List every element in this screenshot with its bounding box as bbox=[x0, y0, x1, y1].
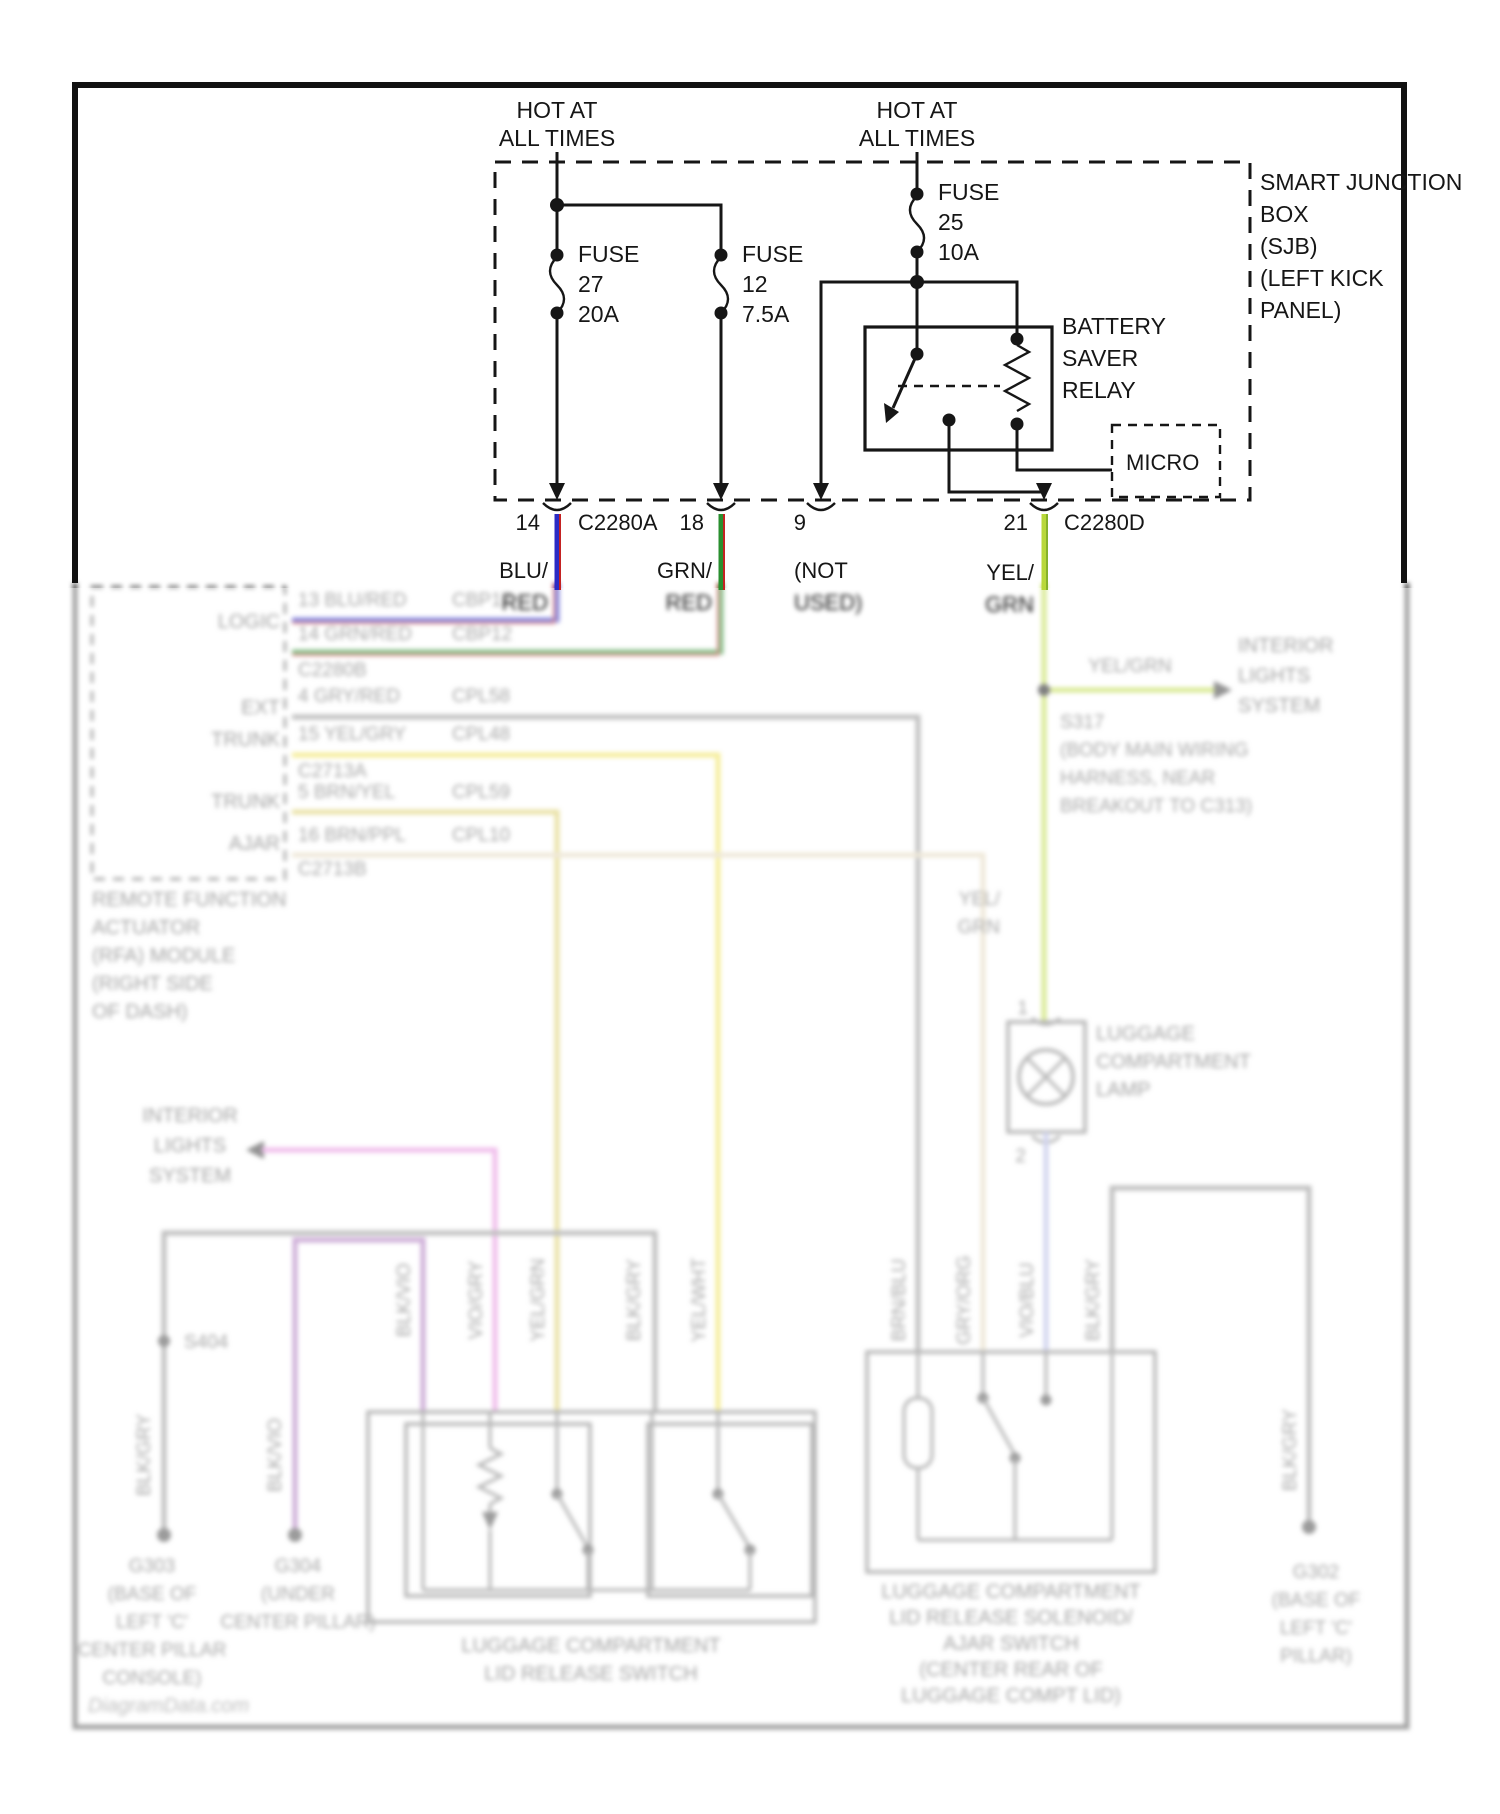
sjb-label-3: (SJB) bbox=[1260, 233, 1318, 259]
rsw-caption-2: LID RELEASE SWITCH bbox=[484, 1663, 698, 1685]
splice-s317-label: S317 bbox=[1060, 712, 1105, 733]
wire14-color-1: BLU/ bbox=[499, 558, 548, 583]
wire-label-row-f: 16 BRN/PPL bbox=[298, 825, 406, 846]
connector-name-c2280d: C2280D bbox=[1064, 510, 1145, 535]
hot-at-right-2: ALL TIMES bbox=[858, 125, 976, 151]
hot-at-right-1: HOT AT bbox=[876, 97, 958, 123]
sol-wire-label-1: BRN/BLU bbox=[889, 1258, 910, 1342]
sol-caption-3: AJAR SWITCH bbox=[943, 1633, 1079, 1655]
fuse12-label-3: 7.5A bbox=[742, 301, 790, 327]
rfa-caption-3: (RFA) MODULE bbox=[92, 945, 236, 967]
relay-output-wire bbox=[949, 420, 1044, 492]
fuse12-label-2: 12 bbox=[742, 271, 768, 297]
arrow-down-icon-14 bbox=[549, 483, 565, 500]
g302-line-4: PILLAR) bbox=[1280, 1646, 1352, 1667]
wire14-color-2: RED bbox=[501, 590, 548, 615]
g304-line-3: CENTER PILLAR) bbox=[220, 1612, 376, 1633]
wire21-color-2: GRN bbox=[985, 592, 1034, 617]
rfa-pin-ext: EXT bbox=[241, 697, 280, 719]
interior-lights-left-2: LIGHTS bbox=[153, 1135, 227, 1157]
watermark-text: DiagramData.com bbox=[88, 1695, 250, 1717]
connector-pin-18: 18 bbox=[679, 510, 704, 535]
sol-wire-label-2: GRY/ORG bbox=[954, 1255, 975, 1345]
sjb-label-4: (LEFT KICK bbox=[1260, 265, 1384, 291]
wire9-note-1: (NOT bbox=[794, 558, 848, 583]
fuse27-label-1: FUSE bbox=[578, 241, 640, 267]
outer-border-top bbox=[75, 85, 1404, 583]
g302-line-3: LEFT 'C' bbox=[1279, 1618, 1353, 1639]
wire-label-row-d: 15 YEL/GRY bbox=[298, 724, 407, 745]
arrow-down-icon-18 bbox=[713, 483, 729, 500]
connector-pin-9: 9 bbox=[793, 510, 806, 535]
connector-bracket-18 bbox=[707, 503, 735, 510]
relay-switch-arm bbox=[893, 354, 917, 408]
rsw-wire-label-3: YEL/GRN bbox=[528, 1258, 549, 1342]
circuit-label-row-d: CPL48 bbox=[452, 724, 511, 745]
wire-label-row-a: 13 BLU/RED bbox=[298, 590, 407, 611]
lamp-pin1-label: 1 bbox=[1017, 998, 1028, 1019]
splice-note-1: (BODY MAIN WIRING bbox=[1060, 740, 1249, 761]
relay-label-2: SAVER bbox=[1062, 345, 1139, 371]
coil-to-micro-wire bbox=[1017, 424, 1112, 470]
g304-line-1: G304 bbox=[274, 1556, 322, 1577]
lamp-caption-3: LAMP bbox=[1096, 1079, 1151, 1101]
g303-line-2: (BASE OF bbox=[107, 1584, 197, 1605]
lamp-caption-1: LUGGAGE bbox=[1096, 1023, 1195, 1045]
rfa-pin-ajar: AJAR bbox=[228, 833, 280, 855]
circuit-label-row-e: CPL59 bbox=[452, 782, 511, 803]
g303-line-1: G303 bbox=[128, 1556, 176, 1577]
rsw-wire-label-4: BLK/GRY bbox=[624, 1258, 645, 1342]
arrow-down-icon-9 bbox=[813, 483, 829, 500]
g303-line-4: CENTER PILLAR bbox=[77, 1640, 227, 1661]
sol-wire-label-4: BLK/GRY bbox=[1083, 1258, 1104, 1342]
connector-label-ab: C2280B bbox=[298, 660, 367, 681]
fuse27-label-3: 20A bbox=[578, 301, 619, 327]
relay-label-1: BATTERY bbox=[1062, 313, 1166, 339]
connector-bracket-9 bbox=[807, 503, 835, 510]
micro-label: MICRO bbox=[1126, 450, 1200, 475]
fuse12-element-icon bbox=[714, 257, 728, 313]
lamp-caption-2: COMPARTMENT bbox=[1096, 1051, 1251, 1073]
g303-line-5: CONSOLE) bbox=[102, 1668, 202, 1689]
interior-lights-right-1: INTERIOR bbox=[1238, 635, 1334, 657]
wire18-color-1: GRN/ bbox=[657, 558, 712, 583]
lamp-pin2-label: 2 bbox=[1015, 1146, 1026, 1167]
sjb-label-1: SMART JUNCTION bbox=[1260, 169, 1463, 195]
sol-caption-1: LUGGAGE COMPARTMENT bbox=[881, 1581, 1141, 1603]
wire-label-row-b: 14 GRN/RED bbox=[298, 624, 413, 645]
interior-lights-left-3: SYSTEM bbox=[148, 1165, 232, 1187]
connector-pin-14: 14 bbox=[515, 510, 540, 535]
connector-name-c2280a: C2280A bbox=[578, 510, 658, 535]
relay-label-3: RELAY bbox=[1062, 377, 1136, 403]
rsw-wire-label-1: BLK/VIO bbox=[394, 1263, 415, 1337]
g303-line-3: LEFT 'C' bbox=[115, 1612, 189, 1633]
wire9-note-2: USED) bbox=[794, 590, 863, 615]
sjb-label-2: BOX bbox=[1260, 201, 1309, 227]
fuse25-top-dot bbox=[911, 188, 924, 201]
crisp-top-section bbox=[75, 85, 1462, 590]
g304-line-2: (UNDER bbox=[261, 1584, 335, 1605]
wire-label-row-c: 4 GRY/RED bbox=[298, 686, 401, 707]
connector-label-ef: C2713B bbox=[298, 859, 367, 880]
fuse25-label-1: FUSE bbox=[938, 179, 1000, 205]
g302-line-2: (BASE OF bbox=[1271, 1590, 1361, 1611]
relay-box bbox=[865, 327, 1052, 450]
hot-at-left-2: ALL TIMES bbox=[498, 125, 616, 151]
interior-lights-right-2: LIGHTS bbox=[1238, 665, 1311, 687]
relay-coil-icon bbox=[1005, 345, 1029, 411]
connector-bracket-14 bbox=[543, 503, 571, 510]
g302-line-1: G302 bbox=[1292, 1562, 1340, 1583]
sjb-label-5: PANEL) bbox=[1260, 297, 1342, 323]
sol-caption-5: LUGGAGE COMPT LID) bbox=[901, 1685, 1121, 1707]
wire21-color-1: YEL/ bbox=[986, 560, 1034, 585]
rfa-pin-trunk2: TRUNK bbox=[211, 791, 280, 813]
rfa-pin-logic: LOGIC bbox=[217, 611, 280, 633]
connector-bracket-21 bbox=[1030, 503, 1058, 510]
circuit-label-row-b: CBP12 bbox=[452, 624, 513, 645]
splice-s404-label: S404 bbox=[184, 1332, 229, 1353]
fuse25-element-icon bbox=[910, 196, 924, 252]
fuse27-top-dot bbox=[551, 249, 564, 262]
rsw-caption-1: LUGGAGE COMPARTMENT bbox=[461, 1635, 721, 1657]
g304-wire-color-label: BLK/VIO bbox=[265, 1418, 286, 1492]
rfa-caption-1: REMOTE FUNCTION bbox=[92, 889, 287, 911]
yel-grn-vert-label-2: GRN bbox=[957, 917, 1000, 938]
rfa-pin-trunk: TRUNK bbox=[211, 729, 280, 751]
rfa-caption-2: ACTUATOR bbox=[92, 917, 201, 939]
circuit-label-row-c: CPL58 bbox=[452, 686, 511, 707]
rfa-caption-5: OF DASH) bbox=[92, 1001, 188, 1023]
fuse25-label-2: 25 bbox=[938, 209, 964, 235]
hot-at-left-1: HOT AT bbox=[516, 97, 598, 123]
wire-label-row-e: 5 BRN/YEL bbox=[298, 782, 396, 803]
fuse12-top-dot bbox=[715, 249, 728, 262]
sol-caption-2: LID RELEASE SOLENOID/ bbox=[889, 1607, 1133, 1629]
rfa-caption-4: (RIGHT SIDE bbox=[92, 973, 213, 995]
fuse27-element-icon bbox=[550, 257, 564, 313]
rsw-wire-label-2: VIO/GRY bbox=[466, 1260, 487, 1340]
circuit-label-row-f: CPL10 bbox=[452, 825, 511, 846]
preview-wash-overlay bbox=[40, 588, 1460, 1770]
fuse25-label-3: 10A bbox=[938, 239, 979, 265]
fuse12-label-1: FUSE bbox=[742, 241, 804, 267]
g303-wire-color-label: BLK/GRY bbox=[134, 1413, 155, 1497]
sol-caption-4: (CENTER REAR OF bbox=[919, 1659, 1103, 1681]
relay-arm-arrowhead-icon bbox=[884, 403, 899, 423]
circuit-label-row-a: CBP17 bbox=[452, 590, 513, 611]
relay-coil-top-dot bbox=[1011, 333, 1024, 346]
sol-wire-label-3: VIO/BLU bbox=[1017, 1262, 1038, 1338]
wire18-color-2: RED bbox=[665, 590, 712, 615]
connector-label-cd: C2713A bbox=[298, 761, 367, 782]
fuse27-label-2: 27 bbox=[578, 271, 604, 297]
branch-to-coil bbox=[917, 282, 1017, 339]
splice-note-2: HARNESS, NEAR bbox=[1060, 768, 1216, 789]
yel-grn-vert-label-1: YEL/ bbox=[958, 889, 1000, 910]
splice-note-3: BREAKOUT TO C313) bbox=[1060, 796, 1253, 817]
interior-lights-left-1: INTERIOR bbox=[142, 1105, 238, 1127]
interior-lights-right-3: SYSTEM bbox=[1238, 695, 1321, 717]
g302-wire-color-label: BLK/GRY bbox=[1280, 1408, 1301, 1492]
connector-pin-21: 21 bbox=[1003, 510, 1028, 535]
branch-wire-label: YEL/GRN bbox=[1088, 656, 1172, 677]
rsw-wire-label-5: YEL/WHT bbox=[689, 1257, 710, 1343]
